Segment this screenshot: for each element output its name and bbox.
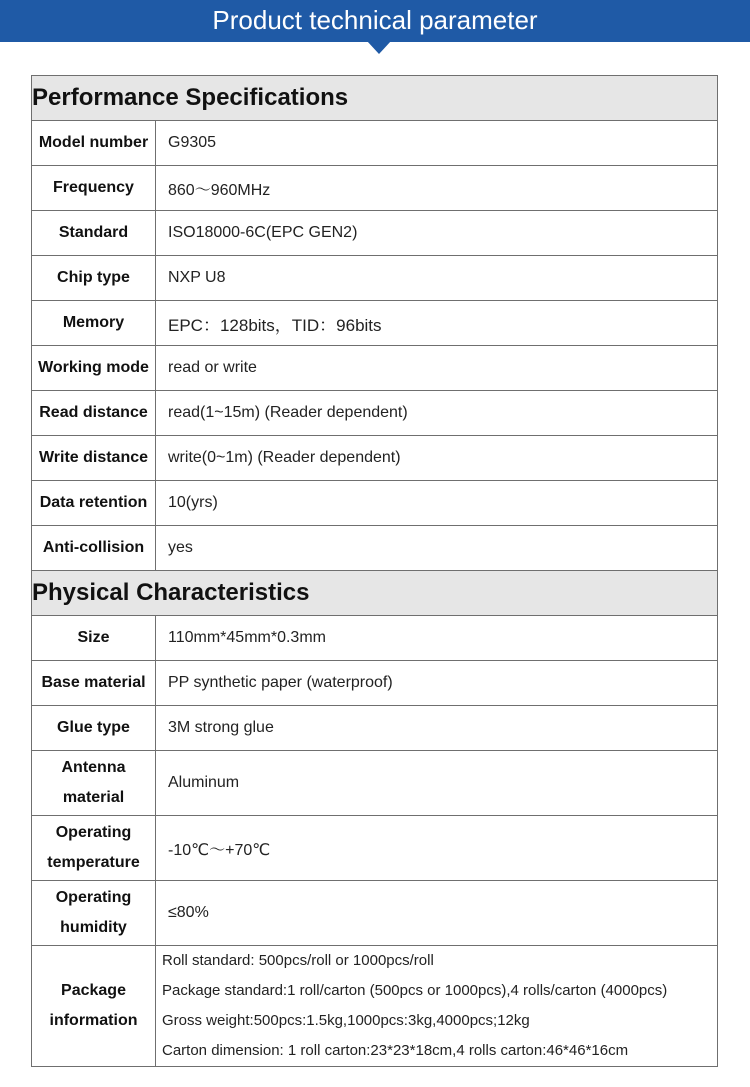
section-title: Physical Characteristics [32,571,718,616]
row-label-line: Operating [55,824,132,841]
section-header-performance [32,76,718,121]
row-value: yes [156,526,718,571]
row-value: PP synthetic paper (waterproof) [156,661,718,706]
row-label: Glue type [32,706,156,751]
table-row [32,661,718,706]
table-row [32,481,718,526]
package-line: Gross weight:500pcs:1.5kg,1000pcs:3kg,4000pcs;12kg [162,1012,530,1029]
row-label: Memory [32,301,156,346]
header-banner [0,0,750,42]
spec-table [31,75,718,1067]
package-lines [156,946,718,1067]
table-row [32,526,718,571]
row-label [32,881,156,946]
row-label: Frequency [32,166,156,211]
package-line: Carton dimension: 1 roll carton:23*23*18cm,4 rolls carton:46*46*16cm [162,1042,629,1059]
table-row [32,751,718,816]
table-row [32,256,718,301]
row-label: Base material [32,661,156,706]
row-label-line: Operating [55,889,132,906]
row-label: Anti-collision [32,526,156,571]
row-label: Chip type [32,256,156,301]
row-value: -10℃～+70℃ [156,816,718,881]
package-line: Package standard:1 roll/carton (500pcs or 1000pcs),4 rolls/carton (4000pcs) [162,982,668,999]
table-row-package [32,946,718,1067]
row-value: 860～960MHz [156,166,718,211]
row-label: Data retention [32,481,156,526]
row-value: 110mm*45mm*0.3mm [156,616,718,661]
row-label: Standard [32,211,156,256]
row-value: NXP U8 [156,256,718,301]
row-label: Model number [32,121,156,166]
row-value: read(1~15m) (Reader dependent) [156,391,718,436]
row-value: write(0~1m) (Reader dependent) [156,436,718,481]
row-label [32,816,156,881]
row-value: 10(yrs) [156,481,718,526]
row-label-line: Package [61,982,126,999]
row-value: read or write [156,346,718,391]
row-value: ≤80% [156,881,718,946]
row-label: Working mode [32,346,156,391]
row-label-line: humidity [60,919,127,936]
row-label: Read distance [32,391,156,436]
table-row [32,436,718,481]
row-value: EPC：128bits，TID：96bits [156,301,718,346]
table-row [32,881,718,946]
row-label-line: temperature [47,854,140,871]
row-label-line: information [49,1012,138,1029]
page-title: Product technical parameter [212,5,538,35]
section-header-physical [32,571,718,616]
row-label [32,946,156,1067]
section-title: Performance Specifications [32,76,718,121]
table-row [32,346,718,391]
row-value: Aluminum [156,751,718,816]
row-value: G9305 [156,121,718,166]
table-row [32,616,718,661]
row-label-line: Antenna [61,759,126,776]
table-row [32,301,718,346]
row-value: ISO18000-6C(EPC GEN2) [156,211,718,256]
row-label: Size [32,616,156,661]
row-label [32,751,156,816]
table-row [32,121,718,166]
table-row [32,816,718,881]
table-row [32,211,718,256]
banner-arrow-icon [367,41,391,54]
table-row [32,706,718,751]
package-line: Roll standard: 500pcs/roll or 1000pcs/roll [162,952,434,969]
row-value: 3M strong glue [156,706,718,751]
table-row [32,391,718,436]
row-label-line: material [62,789,125,806]
table-row [32,166,718,211]
row-label: Write distance [32,436,156,481]
